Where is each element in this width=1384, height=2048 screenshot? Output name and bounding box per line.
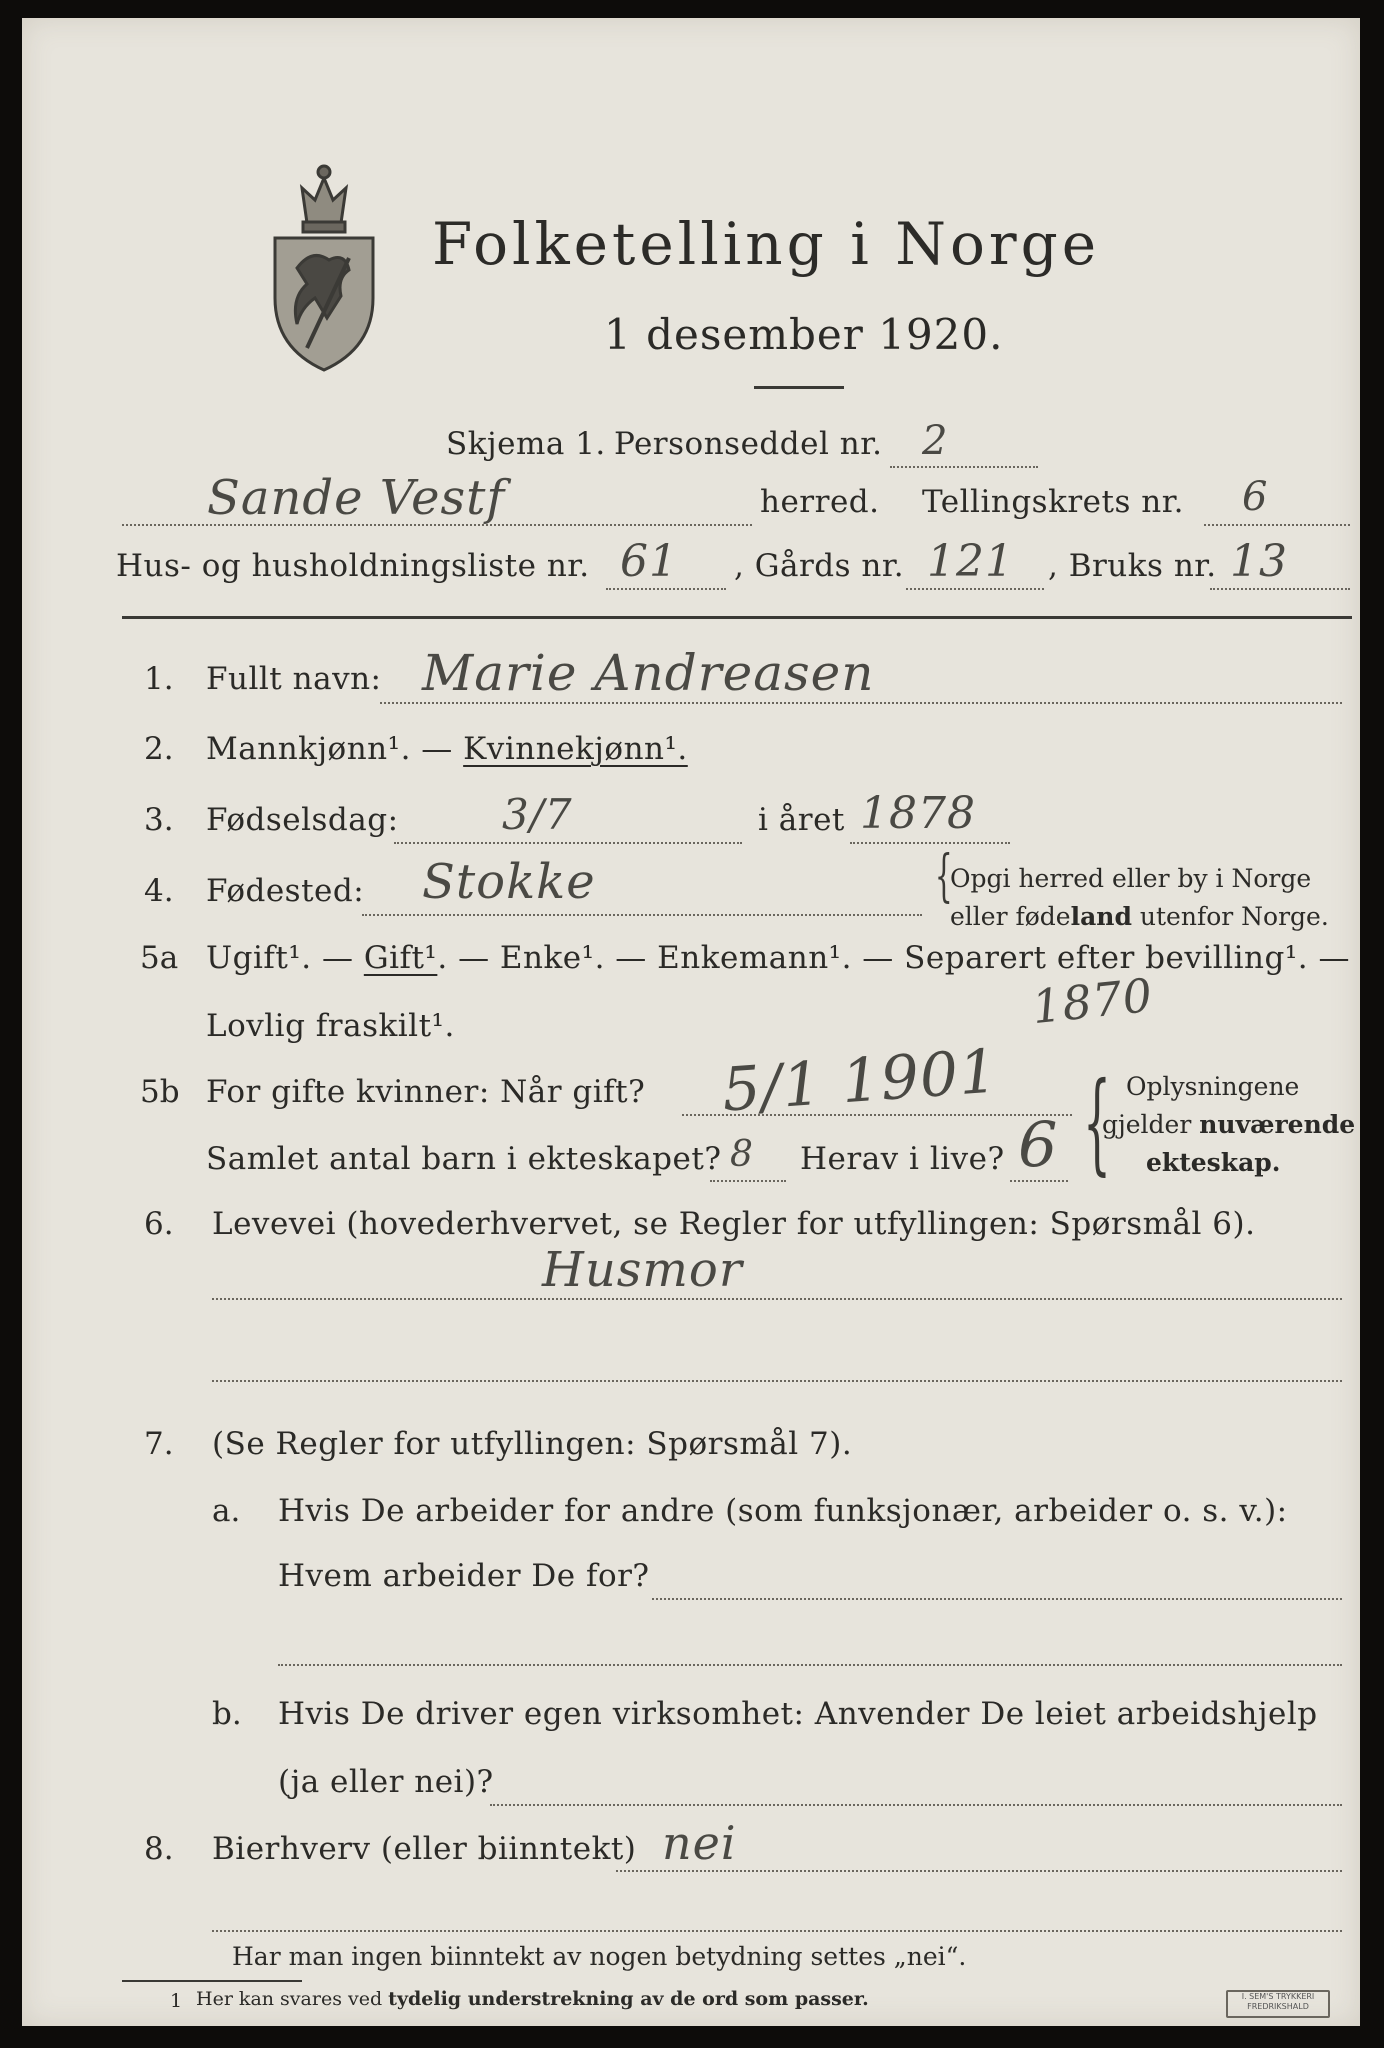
- footnote-rule: [122, 1980, 302, 1982]
- footnote-text: Her kan svares ved tydelig understrekning av de ord som passer.: [196, 1988, 869, 2010]
- husliste-field[interactable]: [606, 588, 726, 590]
- q4-note-line2: eller fødeland utenfor Norge.: [950, 902, 1329, 931]
- children-value: 8: [730, 1134, 754, 1175]
- husliste-label: Hus- og husholdningsliste nr.: [116, 548, 590, 584]
- q5a-line2[interactable]: Lovlig fraskilt¹.: [206, 1008, 455, 1044]
- herred-label: herred.: [760, 484, 880, 520]
- q3-label: Fødselsdag:: [206, 802, 399, 838]
- title-divider: [754, 386, 844, 389]
- side-income-field[interactable]: [616, 1870, 1342, 1872]
- q7a-line2: Hvem arbeider De for?: [278, 1558, 650, 1594]
- q6-label: Levevei (hovederhvervet, se Regler for utfyllingen: Spørsmål 6).: [212, 1206, 1256, 1242]
- bruks-value: 13: [1230, 536, 1288, 587]
- birthplace-value: Stokke: [422, 854, 596, 910]
- bruks-label: , Bruks nr.: [1048, 548, 1217, 584]
- q8-number: 8.: [144, 1831, 174, 1867]
- personseddel-field[interactable]: [890, 466, 1038, 468]
- q7-label: (Se Regler for utfyllingen: Spørsmål 7).: [212, 1426, 853, 1462]
- q7-number: 7.: [144, 1426, 174, 1462]
- gards-field[interactable]: [906, 588, 1044, 590]
- q7b-number: b.: [212, 1696, 242, 1732]
- q1-number: 1.: [144, 661, 174, 697]
- q5b-note-bracket: {: [1083, 1058, 1111, 1186]
- q7a-number: a.: [212, 1493, 241, 1529]
- header-rule: [122, 616, 1352, 619]
- marriage-date-value: 5/1 1901: [719, 1036, 1001, 1126]
- herred-value: Sande Vestf: [207, 470, 506, 526]
- q4-note-line1: Opgi herred eller by i Norge: [950, 864, 1312, 893]
- status-unmarried-option[interactable]: Ugift¹. —: [206, 940, 364, 976]
- q5a-label: [206, 940, 1350, 976]
- q7b-line1: Hvis De driver egen virksomhet: Anvender De leiet arbeidshjelp: [278, 1696, 1318, 1732]
- q1-label: Fullt navn:: [206, 661, 382, 697]
- personseddel-value: 2: [922, 418, 949, 464]
- alive-label: Herav i live?: [800, 1141, 1005, 1177]
- q5b-label: For gifte kvinner: Når gift?: [206, 1074, 646, 1110]
- q5a-number: 5a: [140, 940, 179, 976]
- tellingskrets-value: 6: [1242, 474, 1269, 520]
- hired-help-field[interactable]: [490, 1804, 1342, 1806]
- gards-label: , Gårds nr.: [734, 548, 905, 584]
- norwegian-coat-of-arms-icon: [267, 148, 382, 373]
- gender-male-option[interactable]: Mannkjønn¹. —: [206, 731, 464, 767]
- q7b-line2: (ja eller nei)?: [278, 1764, 494, 1800]
- q2-number: 2.: [144, 731, 174, 767]
- occupation-value: Husmor: [542, 1242, 743, 1298]
- side-income-value: nei: [662, 1816, 737, 1870]
- census-form: [22, 18, 1360, 2026]
- nei-note: Har man ingen biinntekt av nogen betydning settes „nei“.: [232, 1942, 967, 1971]
- birthplace-field[interactable]: [362, 914, 922, 916]
- q5b-note-line1: Oplysningene: [1126, 1072, 1300, 1101]
- q5b-note-line3: ekteskap.: [1146, 1148, 1281, 1177]
- q5b-number: 5b: [140, 1074, 180, 1110]
- q7a-line1: Hvis De arbeider for andre (som funksjonær, arbeider o. s. v.):: [278, 1493, 1288, 1529]
- personseddel-label: Personseddel nr.: [614, 426, 883, 462]
- q3-number: 3.: [144, 802, 174, 838]
- occupation-field-2[interactable]: [212, 1380, 1342, 1382]
- birth-year-label: i året: [758, 802, 845, 838]
- children-label: Samlet antal barn i ekteskapet?: [206, 1141, 722, 1177]
- employer-field-2[interactable]: [278, 1664, 1342, 1666]
- schema-label: Skjema 1.: [446, 426, 606, 462]
- gards-value: 121: [927, 536, 1014, 587]
- q2-label: [206, 731, 688, 767]
- employer-field-1[interactable]: [652, 1598, 1342, 1600]
- gender-female-option[interactable]: Kvinnekjønn¹.: [463, 731, 688, 767]
- full-name-field[interactable]: [380, 702, 1342, 704]
- footnote-marker: 1: [170, 1990, 183, 2012]
- full-name-value: Marie Andreasen: [422, 644, 875, 702]
- birth-year-value: 1878: [860, 788, 976, 839]
- status-married-option[interactable]: Gift¹: [363, 940, 438, 976]
- q5a-annotation: 1870: [1029, 967, 1156, 1035]
- printer-stamp: I. SEM'S TRYKKERI FREDRIKSHALD: [1226, 1990, 1330, 2018]
- status-other-options[interactable]: . — Enke¹. — Enkemann¹. — Separert efter bevilling¹. —: [437, 940, 1350, 976]
- form-date: 1 desember 1920.: [604, 310, 1004, 359]
- birthday-value: 3/7: [502, 790, 573, 839]
- birth-year-field[interactable]: [850, 842, 1010, 844]
- occupation-field-1[interactable]: [212, 1298, 1342, 1300]
- q8-label: Bierhverv (eller biinntekt): [212, 1831, 637, 1867]
- q4-number: 4.: [144, 873, 174, 909]
- q4-label: Fødested:: [206, 873, 365, 909]
- q4-note-bracket: {: [934, 844, 953, 909]
- husliste-value: 61: [620, 536, 678, 587]
- tellingskrets-label: Tellingskrets nr.: [922, 484, 1184, 520]
- tellingskrets-field[interactable]: [1204, 524, 1350, 526]
- bruks-field[interactable]: [1210, 588, 1350, 590]
- birthday-field[interactable]: [394, 842, 742, 844]
- children-field[interactable]: [710, 1180, 786, 1182]
- side-income-field-2[interactable]: [212, 1930, 1342, 1932]
- q5b-note-line2: gjelder nuværende: [1102, 1110, 1356, 1139]
- q6-number: 6.: [144, 1206, 174, 1242]
- alive-value: 6: [1018, 1108, 1059, 1181]
- form-title: Folketelling i Norge: [432, 210, 1101, 278]
